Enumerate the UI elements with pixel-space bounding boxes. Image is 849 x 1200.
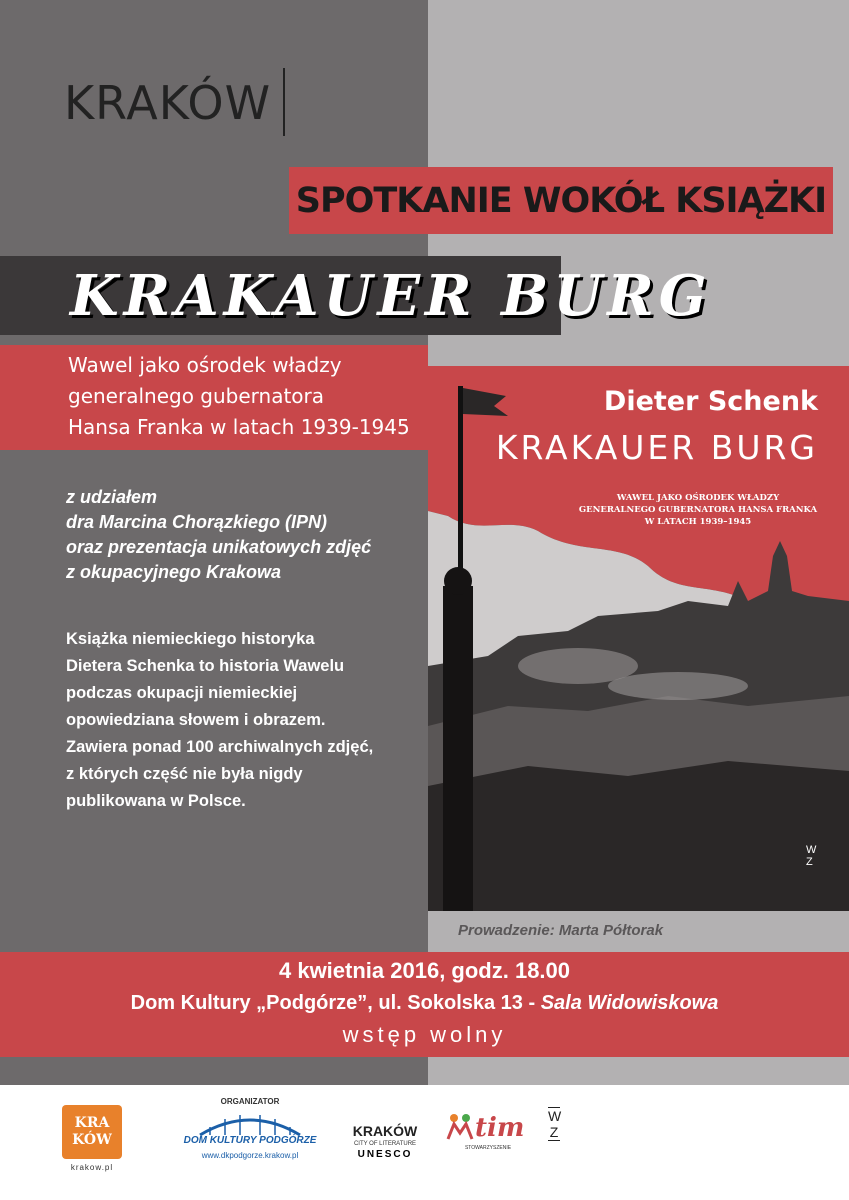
krakow-url: krakow.pl bbox=[70, 1163, 114, 1172]
description-line: publikowana w Polsce. bbox=[66, 792, 246, 810]
participation-line: oraz prezentacja unikatowych zdjęć bbox=[66, 537, 372, 557]
event-address: Dom Kultury „Podgórze”, ul. Sokolska 13 - bbox=[130, 992, 541, 1014]
host-credit: Prowadzenie: Marta Półtorak bbox=[458, 922, 664, 939]
krakow-logo: KRAKÓW bbox=[64, 76, 272, 130]
book-subtitle-line: W LATACH 1939–1945 bbox=[644, 517, 752, 527]
participation-line: z udziałem bbox=[66, 487, 158, 507]
dk-url: www.dkpodgorze.krakow.pl bbox=[201, 1151, 299, 1160]
subtitle-line: generalnego gubernatora bbox=[68, 384, 325, 408]
participation-text bbox=[66, 485, 426, 585]
organizer-label: ORGANIZATOR bbox=[220, 1097, 280, 1106]
event-room: Sala Widowiskowa bbox=[540, 992, 719, 1014]
book-subtitle bbox=[578, 492, 818, 528]
book-title: KRAKAUER BURG bbox=[495, 428, 818, 467]
bridge-icon bbox=[195, 1109, 305, 1137]
event-date: 4 kwietnia 2016, godz. 18.00 bbox=[278, 958, 571, 983]
description-text bbox=[66, 626, 416, 815]
subtitle-line: Hansa Franka w latach 1939-1945 bbox=[68, 415, 410, 439]
book-cover bbox=[428, 366, 849, 911]
description-line: opowiedziana słowem i obrazem. bbox=[66, 711, 326, 729]
tim-figures-icon bbox=[445, 1111, 475, 1141]
book-subtitle-line: GENERALNEGO GUBERNATORA HANSA FRANKA bbox=[578, 505, 818, 515]
krakow-brand-bottom: KÓW bbox=[72, 1132, 112, 1148]
tim-logo: tim bbox=[475, 1113, 525, 1143]
krakow-brand-top: KRA bbox=[74, 1115, 110, 1131]
description-line: z których część nie była nigdy bbox=[66, 765, 303, 783]
city-literature-name: KRAKÓW bbox=[352, 1123, 418, 1139]
event-entry: wstęp wolny bbox=[342, 1022, 507, 1047]
description-line: Zawiera ponad 100 archiwalnych zdjęć, bbox=[66, 738, 374, 756]
wz-logo: WZ bbox=[548, 1108, 562, 1140]
poster-title: KRAKAUER BURG bbox=[70, 263, 712, 329]
book-author: Dieter Schenk bbox=[603, 386, 818, 417]
description-line: Dietera Schenka to historia Wawelu bbox=[66, 657, 345, 675]
sponsor-footer bbox=[0, 1085, 849, 1200]
event-place bbox=[0, 992, 849, 1015]
participation-line: dra Marcina Chorązkiego (IPN) bbox=[66, 512, 328, 532]
description-line: podczas okupacji niemieckiej bbox=[66, 684, 298, 702]
participation-line: z okupacyjnego Krakowa bbox=[66, 562, 282, 582]
book-subtitle-line: WAWEL JAKO OŚRODEK WŁADZY bbox=[616, 493, 780, 503]
dk-name: DOM KULTURY PODGÓRZE bbox=[183, 1135, 317, 1146]
description-line: Książka niemieckiego historyka bbox=[66, 630, 315, 648]
krakow-brand-logo bbox=[62, 1105, 122, 1159]
banner-title: SPOTKANIE WOKÓŁ KSIĄŻKI bbox=[295, 180, 827, 221]
city-literature-line: CITY OF LITERATURE bbox=[353, 1141, 417, 1147]
book-publisher-mark: WZ bbox=[806, 844, 817, 868]
tim-caption: STOWARZYSZENIE bbox=[464, 1145, 512, 1151]
subtitle bbox=[68, 350, 418, 443]
subtitle-line: Wawel jako ośrodek władzy bbox=[68, 353, 342, 377]
logo-divider bbox=[283, 68, 285, 136]
unesco-label: UNESCO bbox=[357, 1149, 413, 1160]
